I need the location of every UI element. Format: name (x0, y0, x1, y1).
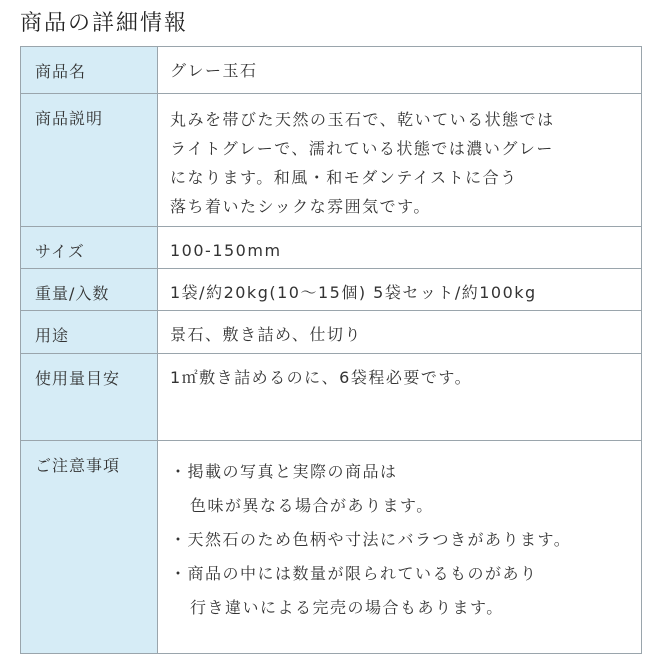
row-label-product-name: 商品名 (21, 47, 158, 94)
value-line: になります。和風・和モダンテイストに合う (170, 168, 518, 187)
value-line: ライトグレーで、濡れている状態では濃いグレー (170, 139, 554, 158)
note-item: ・商品の中には数量が限られているものがあり (170, 564, 538, 583)
note-item: ・天然石のため色柄や寸法にバラつきがあります。 (170, 530, 572, 549)
page-title: 商品の詳細情報 (20, 11, 189, 36)
note-item-continuation: 行き違いによる完売の場合もあります。 (190, 598, 504, 617)
value-line: 景石、敷き詰め、仕切り (170, 325, 362, 344)
details-table (20, 46, 642, 654)
row-value-description (158, 94, 641, 227)
value-line: 丸みを帯びた天然の玉石で、乾いている状態では (170, 110, 555, 129)
note-item-continuation: 色味が異なる場合があります。 (190, 496, 434, 515)
row-value-weight-quantity (158, 269, 641, 311)
row-value-notes (158, 441, 641, 653)
row-label-amount-guide: 使用量目安 (21, 354, 158, 441)
note-item: ・掲載の写真と実際の商品は (170, 462, 398, 481)
value-line: 100-150mm (170, 241, 282, 260)
row-label-description: 商品説明 (21, 94, 158, 227)
value-line: 1㎡敷き詰めるのに、6袋程必要です。 (170, 368, 473, 387)
row-value-product-name (158, 47, 641, 94)
value-line: グレー玉石 (170, 61, 258, 80)
row-value-size (158, 227, 641, 269)
value-line: 落ち着いたシックな雰囲気です。 (170, 197, 431, 216)
value-line: 1袋/約20kg(10〜15個) 5袋セット/約100kg (170, 283, 537, 302)
row-label-size: サイズ (21, 227, 158, 269)
row-label-usage: 用途 (21, 311, 158, 354)
row-value-amount-guide (158, 354, 641, 441)
row-label-notes: ご注意事項 (21, 441, 158, 653)
row-label-weight-quantity: 重量/入数 (21, 269, 158, 311)
row-value-usage (158, 311, 641, 354)
